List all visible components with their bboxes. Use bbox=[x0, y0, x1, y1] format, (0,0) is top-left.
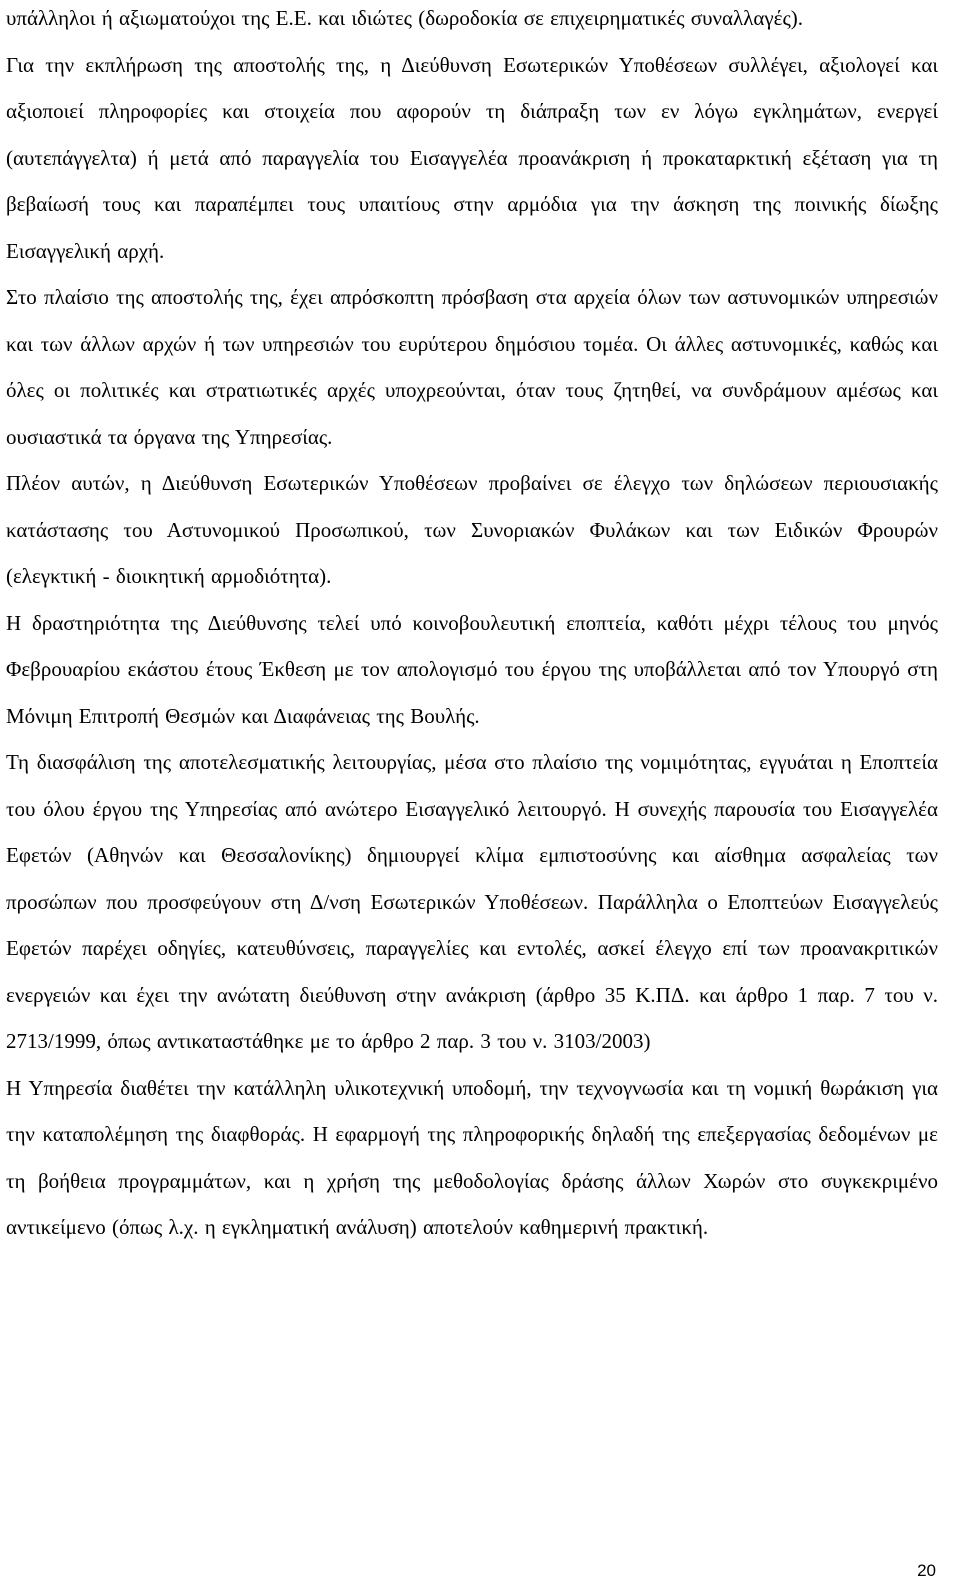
paragraph-asset-declarations: Πλέον αυτών, η Διεύθυνση Εσωτερικών Υποθέσεων προβαίνει σε έλεγχο των δηλώσεων περιουσιακής κατάστασης του Αστυνομικού Προσωπικού, των Συνοριακών Φυλάκων και των Ειδικών Φρουρών (ελεγκτική - διοικητική αρμοδιότητα). bbox=[6, 471, 938, 588]
paragraph-prosecutorial-supervision: Τη διασφάλιση της αποτελεσματικής λειτουργίας, μέσα στο πλαίσιο της νομιμότητας, εγγυάται η Εποπτεία του όλου έργου της Υπηρεσίας από ανώτερο Εισαγγελικό λειτουργό. Η συνεχής παρουσία του Εισαγγελέα Εφετών (Αθηνών και Θεσσαλονίκης) δημιουργεί κλίμα εμπιστοσύνης και αίσθημα ασφαλείας των προσώπων που προσφεύγουν στη Δ/νση Εσωτερικών Υποθέσεων. Παράλληλα ο Εποπτεύων Εισαγγελεύς Εφετών παρέχει οδηγίες, κατευθύνσεις, παραγγελίες και εντολές, ασκεί έλεγχο επί των προανακριτικών ενεργειών και έχει την ανώτατη διεύθυνση στην ανάκριση (άρθρο 35 Κ.ΠΔ. και άρθρο 1 παρ. 7 του ν. 2713/1999, όπως αντικαταστάθηκε με το άρθρο 2 παρ. 3 του ν. 3103/2003) bbox=[6, 750, 938, 1053]
paragraph-continuation: υπάλληλοι ή αξιωματούχοι της Ε.Ε. και ιδιώτες (δωροδοκία σε επιχειρηματικές συναλλαγές). bbox=[6, 6, 804, 30]
paragraph-parliamentary-oversight: Η δραστηριότητα της Διεύθυνσης τελεί υπό κοινοβουλευτική εποπτεία, καθότι μέχρι τέλους του μηνός Φεβρουαρίου εκάστου έτους Έκθεση με τον απολογισμό του έργου της υποβάλλεται από τον Υπουργό στη Μόνιμη Επιτροπή Θεσμών και Διαφάνειας της Βουλής. bbox=[6, 610, 938, 728]
paragraph-access: Στο πλαίσιο της αποστολής της, έχει απρόσκοπτη πρόσβαση στα αρχεία όλων των αστυνομικών υπηρεσιών και των άλλων αρχών ή των υπηρεσιών του ευρύτερου δημόσιου τομέα. Οι άλλες αστυνομικές, καθώς και όλες οι πολιτικές και στρατιωτικές αρχές υποχρεούνται, όταν τους ζητηθεί, να συνδράμουν αμέσως και ουσιαστικά τα όργανα της Υπηρεσίας. bbox=[6, 285, 938, 449]
document-page bbox=[6, 0, 938, 1251]
paragraph-mission: Για την εκπλήρωση της αποστολής της, η Διεύθυνση Εσωτερικών Υποθέσεων συλλέγει, αξιολογεί και αξιοποιεί πληροφορίες και στοιχεία που αφορούν τη διάπραξη των εν λόγω εγκλημάτων, ενεργεί (αυτεπάγγελτα) ή μετά από παραγγελία του Εισαγγελέα προανάκριση ή προκαταρκτική εξέταση για τη βεβαίωσή τους και παραπέμπει τους υπαιτίους στην αρμόδια για την άσκηση της ποινικής δίωξης Εισαγγελική αρχή. bbox=[6, 52, 938, 263]
page-number: 20 bbox=[917, 1561, 936, 1580]
paragraph-infrastructure: Η Υπηρεσία διαθέτει την κατάλληλη υλικοτεχνική υποδομή, την τεχνογνωσία και τη νομική θωράκιση για την καταπολέμηση της διαφθοράς. Η εφαρμογή της πληροφορικής δηλαδή της επεξεργασίας δεδομένων με τη βοήθεια προγραμμάτων, και η χρήση της μεθοδολογίας δράσης άλλων Χωρών στο συγκεκριμένο αντικείμενο (όπως λ.χ. η εγκληματική ανάλυση) αποτελούν καθημερινή πρακτική. bbox=[6, 1075, 938, 1239]
